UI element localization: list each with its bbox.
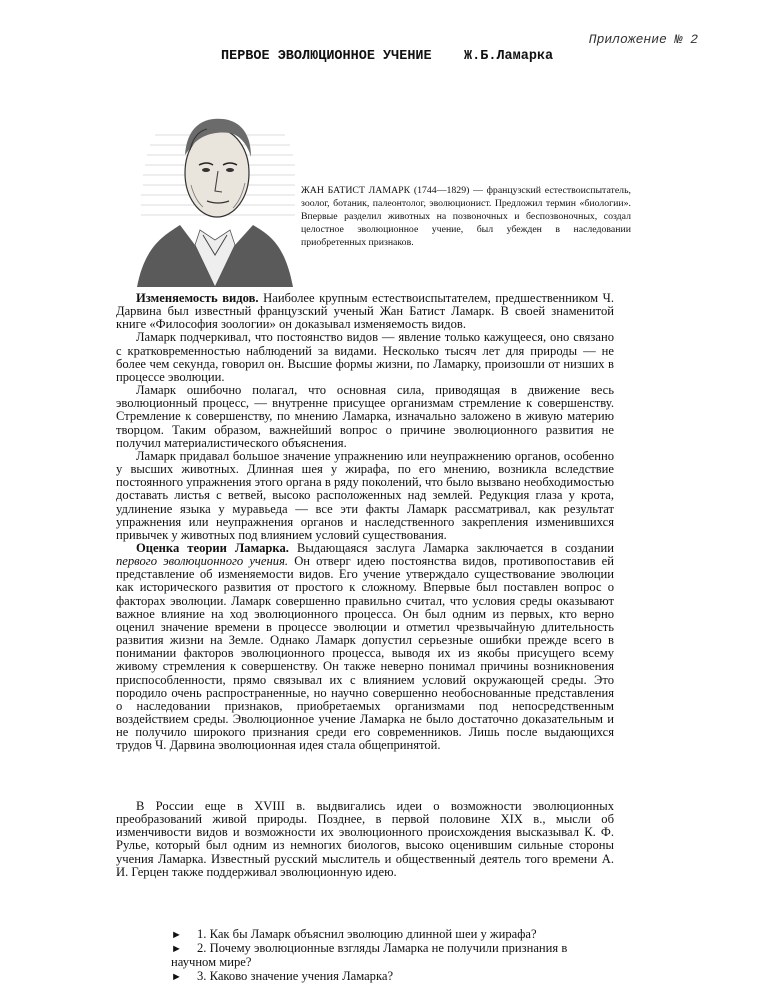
- paragraph-constancy: Ламарк подчеркивал, что постоянство видов — явление только кажущееся, оно связано с кратковременностью наблюдений за видами. Несколько тысяч лет для природы — не более чем секунда, говорил он. Высшие формы жизни, по Ламарку, произошли от низших в процессе эволюции.: [116, 330, 614, 384]
- paragraph-variability-text: Наиболее крупным естествоиспытателем, предшественником Ч. Дарвина был известный французский ученый Жан Батист Ламарк. В своей знаменитой книге «Философия зоологии» он доказывал изменяемость видов.: [116, 291, 614, 332]
- caption-text: ЖАН БАТИСТ ЛАМАРК (1744—1829) — французский естествоиспытатель, зоолог, ботаник, палеонтолог, эволюционист. Предложил термин «биологии». Впервые разделил животных на позвоночных и беспозвоночных, создал целостное эволюционное учение, был убежден в наследовании приобретенных признаков.: [301, 185, 631, 248]
- assessment-rest: Он отверг идею постоянства видов, противопоставив ей представление об изменяемости видов. Его учение утверждало существование эволюции как исторического развития от простого к сложному. Впервые был поставлен вопрос о факторах эволюции. Ламарк совершенно правильно считал, что условия среды оказывают важное влияние на ход эволюционного процесса. Он был одним из первых, кто верно оценил значение времени в процессе эволюции и отметил чрезвычайную длительность развития жизни на Земле. Однако Ламарк допустил серьезные ошибки прежде всего в понимании факторов эволюционного процесса, выводя их из якобы присущего всему живому стремления к совершенству. Он также неверно понимал причины возникновения приспособленности, прямо связывал их с влиянием условий окружающей среды. Это породило очень распространенные, но научно совершенно необоснованные представления о наследовании признаков, приобретаемых организмами под непосредственным воздействием среды. Эволюционное учение Ламарка не было достаточно доказательным и не получило широкого признания среди его современников. Лишь после выдающихся трудов Ч. Дарвина эволюционная идея стала общепринятой.: [116, 554, 615, 753]
- bullet-arrow-icon: ►: [171, 929, 182, 941]
- question-text: 2. Почему эволюционные взгляды Ламарка не получили признания в научном мире?: [171, 941, 568, 970]
- question-item: [171, 928, 611, 942]
- paragraph-exercise: Ламарк придавал большое значение упражнению или неупражнению органов, особенно у высших животных. Длинная шея у жирафа, по его мнению, возникла вследствие постоянного упражнения этого органа в ряду поколений, что было вызвано необходимостью доставать листья с ветвей, высоко расположенных над землей. Редукция глаза у крота, удлинение языка у муравьеда — все эти факты Ламарк рассматривал, как результат упражнения или неупражнения органов и наследственного закрепления изменившихся привычек у животных под влиянием условий существования.: [116, 448, 614, 542]
- bullet-arrow-icon: ►: [171, 970, 182, 983]
- heading-variability: Изменяемость видов.: [136, 291, 259, 305]
- russia-section: [116, 800, 614, 879]
- appendix-label: Приложение № 2: [588, 32, 698, 47]
- assessment-intro: Выдающаяся заслуга Ламарка заключается в создании: [288, 540, 614, 555]
- main-text: [116, 292, 614, 752]
- bullet-arrow-icon: ►: [171, 943, 182, 956]
- paragraph-variability: [116, 292, 614, 331]
- paragraph-driving-force: Ламарк ошибочно полагал, что основная сила, приводящая в движение весь эволюционный процесс, — внутренне присущее организмам стремление к совершенству. Стремление к совершенству, по мнению Ламарка, изначально заложено в живую материю творцом. Таким образом, важнейший вопрос о причине эволюционного развития не получил материалистического объяснения.: [116, 383, 614, 450]
- portrait-image: [135, 95, 295, 287]
- heading-assessment: Оценка теории Ламарка.: [136, 540, 289, 555]
- question-text: 3. Каково значение учения Ламарка?: [197, 968, 394, 983]
- question-item: [171, 942, 611, 969]
- paragraph-russia: В России еще в XVIII в. выдвигались идеи о возможности эволюционных преобразований живой природы. Позднее, в первой половине XIX в., мысли об изменчивости видов и возможности их эволюционного происхождения высказывал К. Ф. Рулье, который был одним из немногих биологов, высоко оценившим сильные стороны учения Ламарка. Известный русский мыслитель и общественный деятель того времени А. И. Герцен также поддерживал эволюционную идею.: [116, 799, 614, 879]
- portrait-caption: [301, 184, 631, 249]
- assessment-italic: первого эволюционного учения.: [116, 554, 289, 569]
- paragraph-assessment: [116, 542, 614, 753]
- question-text: 1. Как бы Ламарк объяснил эволюцию длинной шеи у жирафа?: [197, 927, 537, 941]
- question-item: [171, 970, 611, 984]
- page-title: ПЕРВОЕ ЭВОЛЮЦИОННОЕ УЧЕНИЕ Ж.Б.Ламарка: [221, 49, 554, 64]
- questions-list: [171, 928, 611, 984]
